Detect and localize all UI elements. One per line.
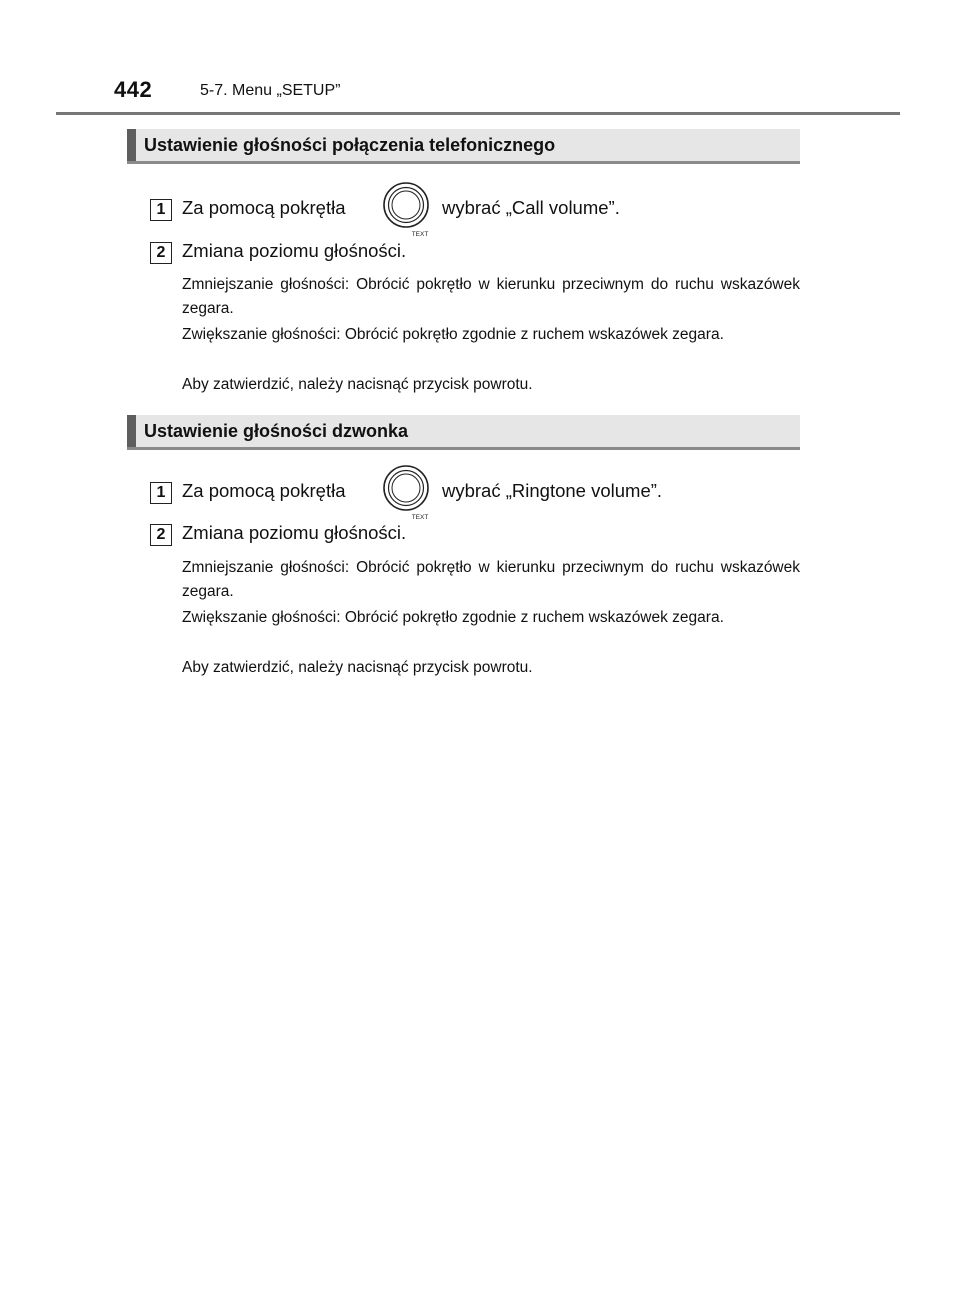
step-number: 2 (150, 242, 172, 264)
step-text-before: Za pomocą pokrętła (182, 197, 346, 218)
note-decrease: Zmniejszanie głośności: Obrócić pokrętło w kierunku przeciwnym do ruchu wskazówek zegara. (182, 276, 800, 317)
step-text-before: Za pomocą pokrętła (182, 480, 346, 501)
section-heading-ringtone-volume (127, 415, 800, 450)
step-number: 1 (150, 482, 172, 504)
step-text-after: wybrać „Ringtone volume”. (442, 480, 663, 501)
section-accent (127, 129, 136, 161)
header-divider (56, 112, 900, 115)
note-confirm: Aby zatwierdzić, należy nacisnąć przycisk powrotu. (182, 376, 533, 393)
step-text: Zmiana poziomu głośności. (182, 240, 407, 261)
section-accent (127, 415, 136, 447)
tune-knob-icon (382, 181, 434, 239)
page-header (0, 0, 960, 120)
knob-label: TEXT (411, 231, 429, 238)
knob-label: TEXT (411, 514, 429, 521)
note-confirm: Aby zatwierdzić, należy nacisnąć przycisk powrotu. (182, 659, 533, 676)
section-title: Ustawienie głośności dzwonka (144, 421, 409, 441)
section-heading-call-volume (127, 129, 800, 164)
chapter-title: 5-7. Menu „SETUP” (200, 82, 341, 99)
step-number: 1 (150, 199, 172, 221)
section-title: Ustawienie głośności połączenia telefonicznego (144, 135, 556, 155)
tune-knob-icon (382, 464, 434, 522)
note-increase: Zwiększanie głośności: Obrócić pokrętło zgodnie z ruchem wskazówek zegara. (182, 609, 724, 626)
step-text: Zmiana poziomu głośności. (182, 522, 407, 543)
note-decrease: Zmniejszanie głośności: Obrócić pokrętło w kierunku przeciwnym do ruchu wskazówek zegara. (182, 559, 800, 600)
page-number: 442 (114, 77, 153, 102)
step-text-after: wybrać „Call volume”. (442, 197, 620, 218)
note-increase: Zwiększanie głośności: Obrócić pokrętło zgodnie z ruchem wskazówek zegara. (182, 326, 724, 343)
step-number: 2 (150, 524, 172, 546)
